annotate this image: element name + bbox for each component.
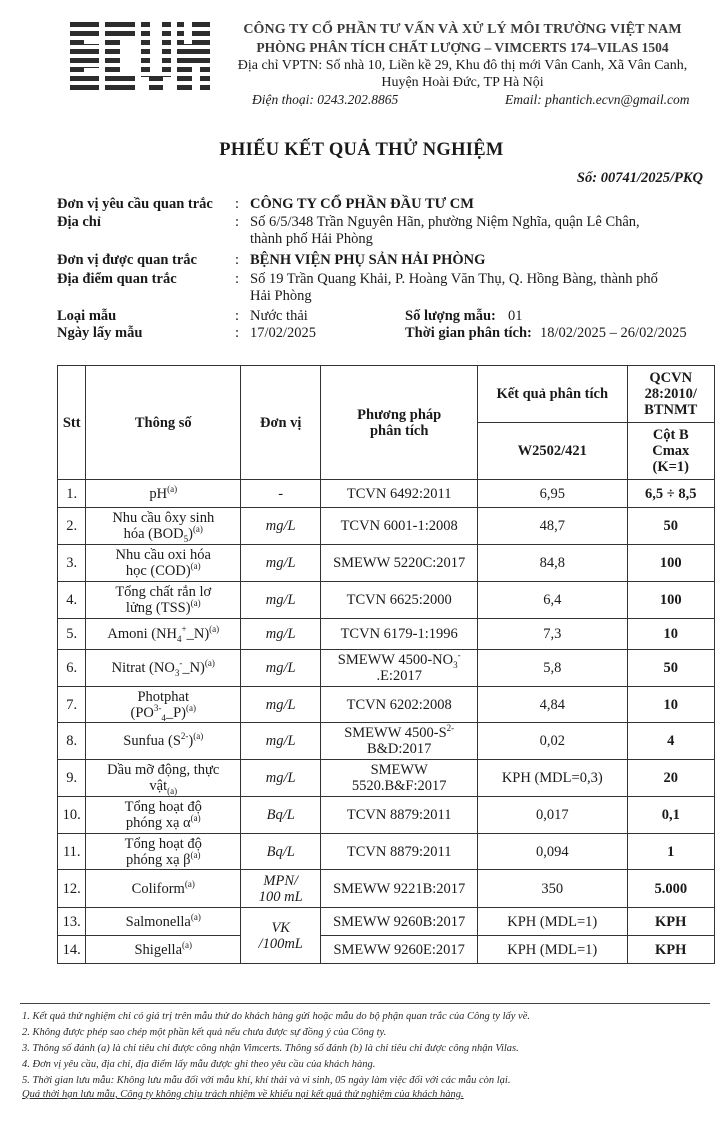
email-address: Email: phantich.ecvn@gmail.com <box>505 92 690 107</box>
address-line-2: Huyện Hoài Đức, TP Hà Nội <box>381 75 544 90</box>
sample-count-label: Số lượng mẫu: <box>405 308 496 324</box>
row-result: KPH (MDL=1) <box>478 908 628 936</box>
note-4: 4. Đơn vị yêu cầu, địa chỉ, địa điểm lấy mẫu được ghi theo yêu cầu của khách hàng. <box>22 1059 376 1070</box>
row-method: SMEWW 9221B:2017 <box>321 870 478 908</box>
row-method: SMEWW $4500-S^{2-}$ B&D:2017 <box>321 723 478 760</box>
row-result: 6,4 <box>478 582 628 619</box>
row-method: TCVN 6202:2008 <box>321 687 478 723</box>
monitored-label: Đơn vị được quan trắc <box>57 252 197 268</box>
header-limit <box>627 423 715 480</box>
header-sample-code: W2502/421 <box>478 423 628 480</box>
row-result: KPH (MDL=1) <box>478 936 628 964</box>
row-parameter: Nhu cầu ôxy sinh hóa $(BOD_5)^{(a)}$ <box>86 508 241 545</box>
row-parameter: Sunfua $(S^{2-})^{(a)}$ <box>86 723 241 760</box>
row-result: 4,84 <box>478 687 628 723</box>
row-result: 0,017 <box>478 797 628 834</box>
header-result: Kết quả phân tích <box>478 366 628 423</box>
row-unit: MPN/ 100 mL <box>241 870 321 908</box>
phone-number: Điện thoại: 0243.202.8865 <box>252 92 399 107</box>
row-parameter: Shigella$^{(a)}$ <box>86 936 241 964</box>
header-standard-line-1: QCVN <box>649 370 693 386</box>
row-stt: 5. <box>58 619 86 650</box>
row-limit: 6,5 ÷ 8,5 <box>627 480 715 508</box>
row-stt: 2. <box>58 508 86 545</box>
row-method: TCVN 6179-1:1996 <box>321 619 478 650</box>
header-standard-line-3: BTNMT <box>644 402 698 418</box>
note-5: 5. Thời gian lưu mẫu: Không lưu mẫu đối với mẫu khí, khí thải và vi sinh, 05 ngày làm việc đối với các mẫu còn lại. <box>22 1075 511 1086</box>
company-name: CÔNG TY CỔ PHẦN TƯ VẤN VÀ XỬ LÝ MÔI TRƯỜNG VIỆT NAM <box>243 22 682 37</box>
row-parameter: Nhu cầu oxi hóa học (COD)$^{(a)}$ <box>86 545 241 582</box>
row-limit: KPH <box>627 936 715 964</box>
note-1: 1. Kết quả thử nghiệm chỉ có giá trị trên mẫu thử do khách hàng gửi hoặc mẫu do bộ phận quan trắc của Công ty lấy về. <box>22 1011 530 1022</box>
location-value-2: Hải Phòng <box>250 288 312 304</box>
row-result: 84,8 <box>478 545 628 582</box>
row-unit: mg/L <box>241 508 321 545</box>
row-stt: 7. <box>58 687 86 723</box>
colon: : <box>235 271 240 287</box>
row-stt: 11. <box>58 834 86 870</box>
row-parameter: Coliform$^{(a)}$ <box>86 870 241 908</box>
row-stt: 4. <box>58 582 86 619</box>
address-value-2: thành phố Hải Phòng <box>250 231 373 247</box>
sample-type-label: Loại mẫu <box>57 308 117 324</box>
row-unit: VK /100mL <box>241 908 321 964</box>
colon: : <box>235 308 240 324</box>
header-limit-line-1: Cột B <box>652 427 689 443</box>
header-unit: Đơn vị <box>241 366 321 480</box>
row-stt: 14. <box>58 936 86 964</box>
row-unit: mg/L <box>241 650 321 687</box>
note-6: Quá thời hạn lưu mẫu, Công ty không chịu trách nhiệm về khiếu nại kết quả thử nghiệm của khách hàng. <box>22 1089 464 1100</box>
colon: : <box>235 325 240 341</box>
row-result: 7,3 <box>478 619 628 650</box>
colon: : <box>235 196 240 212</box>
row-unit: Bq/L <box>241 834 321 870</box>
row-unit: Bq/L <box>241 797 321 834</box>
sample-count-value: 01 <box>508 308 523 324</box>
row-unit: mg/L <box>241 619 321 650</box>
sample-date-value: 17/02/2025 <box>250 325 317 341</box>
row-method: SMEWW 9260B:2017 <box>321 908 478 936</box>
row-method: TCVN 6001-1:2008 <box>321 508 478 545</box>
row-stt: 3. <box>58 545 86 582</box>
table-row <box>58 687 715 723</box>
row-method: SMEWW 5220C:2017 <box>321 545 478 582</box>
row-limit: 1 <box>627 834 715 870</box>
row-result: 5,8 <box>478 650 628 687</box>
department-name: PHÒNG PHÂN TÍCH CHẤT LƯỢNG – VIMCERTS 174–VILAS 1504 <box>256 40 669 55</box>
row-result: 0,094 <box>478 834 628 870</box>
row-parameter: Nitrat $(NO_3^-\_N)^{(a)}$ <box>86 650 241 687</box>
row-method: SMEWW 9260E:2017 <box>321 936 478 964</box>
header-parameter: Thông số <box>86 366 241 480</box>
row-limit: 100 <box>627 545 715 582</box>
colon: : <box>235 252 240 268</box>
row-result: 48,7 <box>478 508 628 545</box>
analysis-time-value: 18/02/2025 – 26/02/2025 <box>540 325 687 341</box>
row-limit: 0,1 <box>627 797 715 834</box>
row-parameter: Dầu mỡ động, thực vật$_{(a)}$ <box>86 760 241 797</box>
row-limit: 10 <box>627 687 715 723</box>
header-method <box>321 366 478 480</box>
row-unit: mg/L <box>241 582 321 619</box>
address-value-1: Số 6/5/348 Trần Nguyên Hãn, phường Niệm Nghĩa, quận Lê Chân, <box>250 214 640 230</box>
sample-date-label: Ngày lấy mẫu <box>57 325 143 341</box>
table-row <box>58 834 715 870</box>
table-row <box>58 480 715 508</box>
header-stt: Stt <box>58 366 86 480</box>
header-standard <box>627 366 715 423</box>
table-row <box>58 508 715 545</box>
row-result: 6,95 <box>478 480 628 508</box>
row-unit: mg/L <box>241 545 321 582</box>
monitored-value: BỆNH VIỆN PHỤ SẢN HẢI PHÒNG <box>250 252 486 268</box>
table-row <box>58 619 715 650</box>
header-limit-line-2: Cmax <box>652 443 690 459</box>
table-row <box>58 908 715 936</box>
row-method: SMEWW $4500-NO_3^-$ .E:2017 <box>321 650 478 687</box>
row-result: KPH (MDL=0,3) <box>478 760 628 797</box>
row-stt: 8. <box>58 723 86 760</box>
row-stt: 12. <box>58 870 86 908</box>
row-limit: 4 <box>627 723 715 760</box>
requester-label: Đơn vị yêu cầu quan trắc <box>57 196 213 212</box>
row-method: TCVN 6625:2000 <box>321 582 478 619</box>
row-method: TCVN 8879:2011 <box>321 797 478 834</box>
header-method-line-2: phân tích <box>369 422 429 439</box>
document-number: Số: 00741/2025/PKQ <box>576 170 703 186</box>
row-stt: 13. <box>58 908 86 936</box>
row-limit: KPH <box>627 908 715 936</box>
row-stt: 10. <box>58 797 86 834</box>
table-row <box>58 870 715 908</box>
row-parameter: Tổng hoạt độ phóng xạ $\beta^{(a)}$ <box>86 834 241 870</box>
row-method: TCVN 6492:2011 <box>321 480 478 508</box>
sample-type-value: Nước thải <box>250 308 308 324</box>
address-line-1: Địa chỉ VPTN: Số nhà 10, Liền kề 29, Khu đô thị mới Vân Canh, Xã Vân Canh, <box>237 58 688 73</box>
row-parameter: Salmonella$^{(a)}$ <box>86 908 241 936</box>
table-row <box>58 723 715 760</box>
row-unit: - <box>241 480 321 508</box>
table-row <box>58 936 715 964</box>
location-label: Địa điểm quan trắc <box>57 271 177 287</box>
row-parameter: $pH^{(a)}$ <box>86 480 241 508</box>
location-value-1: Số 19 Trần Quang Khải, P. Hoàng Văn Thụ, Q. Hồng Bàng, thành phố <box>250 271 658 287</box>
row-parameter: Tổng hoạt độ phóng xạ $\alpha^{(a)}$ <box>86 797 241 834</box>
footer-divider <box>20 1003 710 1004</box>
row-limit: 5.000 <box>627 870 715 908</box>
row-limit: 50 <box>627 650 715 687</box>
row-limit: 50 <box>627 508 715 545</box>
row-limit: 10 <box>627 619 715 650</box>
row-parameter: Amoni $(NH_4^+\_N)^{(a)}$ <box>86 619 241 650</box>
header-standard-line-2: 28:2010/ <box>644 386 697 402</box>
table-header-row <box>58 366 715 423</box>
row-result: 0,02 <box>478 723 628 760</box>
document-title: PHIẾU KẾT QUẢ THỬ NGHIỆM <box>219 140 504 160</box>
table-row <box>58 545 715 582</box>
row-unit: mg/L <box>241 723 321 760</box>
header-method-line-1: Phương pháp <box>357 406 442 423</box>
row-result: 350 <box>478 870 628 908</box>
row-parameter: Tổng chất rắn lơ lửng (TSS)$^{(a)}$ <box>86 582 241 619</box>
colon: : <box>235 214 240 230</box>
row-method: TCVN 8879:2011 <box>321 834 478 870</box>
row-stt: 6. <box>58 650 86 687</box>
row-stt: 9. <box>58 760 86 797</box>
table-row <box>58 797 715 834</box>
table-row <box>58 760 715 797</box>
header-limit-line-3: (K=1) <box>652 459 689 475</box>
results-table <box>57 365 715 964</box>
row-method: SMEWW 5520.B&F:2017 <box>321 760 478 797</box>
row-parameter: Photphat $(PO^{3-}_4\_P)^{(a)}$ <box>86 687 241 723</box>
row-limit: 100 <box>627 582 715 619</box>
requester-value: CÔNG TY CỔ PHẦN ĐẦU TƯ CM <box>250 196 474 212</box>
address-label: Địa chỉ <box>57 214 101 230</box>
row-unit: mg/L <box>241 760 321 797</box>
row-stt: 1. <box>58 480 86 508</box>
table-row <box>58 650 715 687</box>
company-logo <box>70 22 210 92</box>
table-row <box>58 582 715 619</box>
row-unit: mg/L <box>241 687 321 723</box>
note-2: 2. Không được phép sao chép một phần kết quả nếu chưa được sự đồng ý của Công ty. <box>22 1027 387 1038</box>
analysis-time-label: Thời gian phân tích: <box>405 325 532 341</box>
row-limit: 20 <box>627 760 715 797</box>
note-3: 3. Thông số đánh (a) là chỉ tiêu chỉ được công nhận Vimcerts. Thông số đánh (b) là chỉ tiêu chỉ được công nhận Vilas. <box>22 1043 519 1054</box>
